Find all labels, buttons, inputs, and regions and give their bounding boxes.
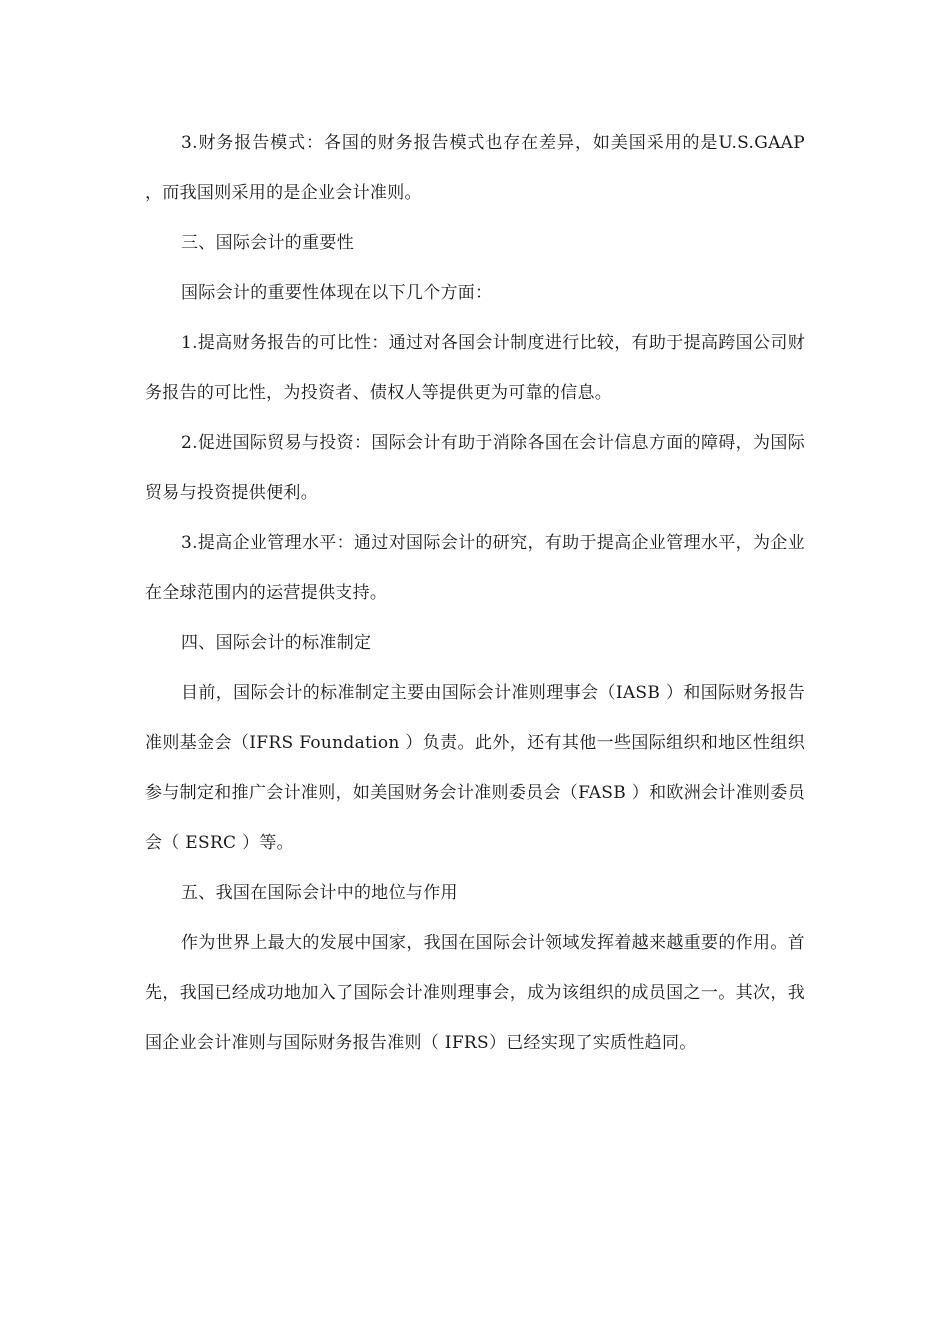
paragraph-management-level: 3.提高企业管理水平：通过对国际会计的研究，有助于提高企业管理水平，为企业在全球范围内的运营提供支持。	[145, 533, 805, 603]
section-heading-standard-setting: 四、国际会计的标准制定	[181, 633, 372, 653]
section-heading-china-role: 五、我国在国际会计中的地位与作用	[181, 883, 458, 903]
paragraph-trade-investment: 2.促进国际贸易与投资：国际会计有助于消除各国在会计信息方面的障碍，为国际贸易与投资提供便利。	[145, 433, 805, 503]
document-body	[145, 118, 805, 1068]
paragraph-reporting-model: 3.财务报告模式：各国的财务报告模式也存在差异，如美国采用的是U.S.GAAP ，而我国则采用的是企业会计准则。	[145, 133, 805, 203]
section-heading-importance: 三、国际会计的重要性	[181, 233, 354, 253]
paragraph-standard-setting: 目前，国际会计的标准制定主要由国际会计准则理事会（IASB ）和国际财务报告准则基金会（IFRS Foundation ）负责。此外，还有其他一些国际组织和地区性组织参与制定和推广会计准则，如美国财务会计准则委员会（FASB ）和欧洲会计准则委员会（ ESRC ）等。	[145, 683, 805, 853]
paragraph-comparability: 1.提高财务报告的可比性：通过对各国会计制度进行比较，有助于提高跨国公司财务报告的可比性，为投资者、债权人等提供更为可靠的信息。	[145, 333, 805, 403]
paragraph-importance-intro: 国际会计的重要性体现在以下几个方面：	[181, 283, 493, 303]
paragraph-china-role: 作为世界上最大的发展中国家，我国在国际会计领域发挥着越来越重要的作用。首先，我国已经成功地加入了国际会计准则理事会，成为该组织的成员国之一。其次，我国企业会计准则与国际财务报告准则（ IFRS）已经实现了实质性趋同。	[145, 933, 805, 1053]
